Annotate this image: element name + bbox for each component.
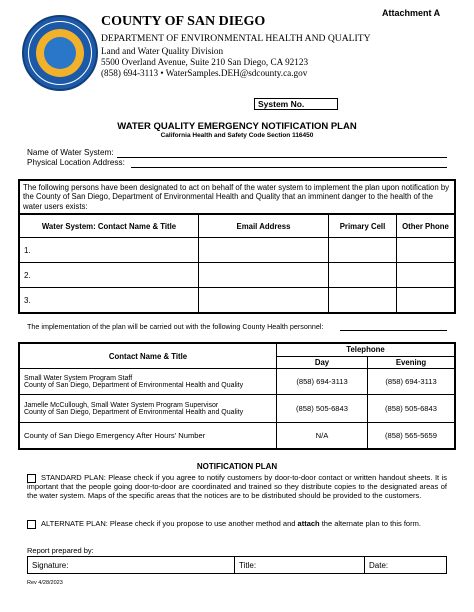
water-system-name-label: Name of Water System:: [27, 148, 114, 157]
physical-address-input[interactable]: [131, 167, 447, 168]
col-day: Day: [277, 356, 368, 369]
standard-plan-text: STANDARD PLAN: Please check if you agree to notify customers by door-to-door contact or written handout sheets. It is important that the people going door-to-door are coordinated and trained so they distribute copies to the designated areas of the water system. Maps of the specific areas that the notices are to be distributed should be provided to the customers.: [27, 473, 447, 501]
physical-address-label: Physical Location Address:: [27, 158, 125, 167]
county-personnel-intro: The implementation of the plan will be carried out with the following County Health personnel:: [27, 322, 324, 331]
day-phone: (858) 505-6843: [277, 395, 368, 423]
report-prepared-label: Report prepared by:: [27, 546, 94, 555]
designees-intro: The following persons have been designated to act on behalf of the water system to implement the plan upon notification by the County of San Diego, Department of Environmental Health and Quality that an imminent danger to the health of the water users exists:: [19, 180, 455, 214]
signature-row: [27, 556, 447, 574]
signature-input[interactable]: [76, 557, 232, 573]
form-subtitle: California Health and Safety Code Section 116450: [160, 132, 314, 139]
divider: [234, 556, 235, 574]
table-row: [19, 369, 455, 395]
signature-label: Signature:: [32, 561, 69, 570]
day-phone: (858) 694-3113: [277, 369, 368, 395]
division-name: Land and Water Quality Division: [101, 46, 224, 56]
personnel-org: County of San Diego, Department of Environmental Health and Quality: [24, 408, 244, 416]
attachment-label: Attachment A: [382, 8, 441, 18]
col-contact-name: Water System: Contact Name & Title: [19, 214, 199, 238]
alternate-plan-text: [27, 519, 447, 528]
table-row[interactable]: [19, 288, 455, 314]
alternate-plan-text-b: the alternate plan to this form.: [319, 519, 421, 528]
col-primary-cell: Primary Cell: [329, 214, 397, 238]
alternate-plan-text-a: ALTERNATE PLAN: Please check if you propose to use another method and: [41, 519, 298, 528]
date-input[interactable]: [392, 557, 446, 573]
col-evening: Evening: [368, 356, 456, 369]
designees-table: [18, 179, 456, 314]
county-personnel-table: [18, 342, 456, 450]
row-number: 1.: [19, 238, 199, 263]
title-input[interactable]: [264, 557, 362, 573]
county-name: COUNTY OF SAN DIEGO: [101, 14, 266, 29]
form-title: WATER QUALITY EMERGENCY NOTIFICATION PLAN: [117, 121, 357, 132]
col-email: Email Address: [199, 214, 329, 238]
department-contact: (858) 694-3113 • WaterSamples.DEH@sdcounty.ca.gov: [101, 68, 308, 78]
table-row: [19, 423, 455, 449]
seal-core: [44, 37, 76, 69]
evening-phone: (858) 565-5659: [368, 423, 456, 449]
col-telephone: Telephone: [277, 343, 456, 356]
county-seal: [22, 15, 98, 91]
personnel-org: County of San Diego, Department of Environmental Health and Quality: [24, 381, 244, 389]
revision-date: Rev 4/28/2023: [27, 580, 63, 586]
date-label: Date:: [369, 561, 389, 570]
divider: [364, 556, 365, 574]
personnel-name: County of San Diego Emergency After Hours' Number: [19, 423, 277, 449]
table-row[interactable]: [19, 238, 455, 263]
evening-phone: (858) 505-6843: [368, 395, 456, 423]
department-address: 5500 Overland Avenue, Suite 210 San Diego, CA 92123: [101, 57, 309, 67]
title-label: Title:: [239, 561, 257, 570]
personnel-name: Jamelle McCullough, Small Water System Program Supervisor: [24, 401, 219, 409]
row-number: 3.: [19, 288, 199, 314]
col-other-phone: Other Phone: [397, 214, 456, 238]
evening-phone: (858) 694-3113: [368, 369, 456, 395]
water-system-name-input[interactable]: [117, 157, 447, 158]
table-row[interactable]: [19, 263, 455, 288]
row-number: 2.: [19, 263, 199, 288]
table-row: [19, 395, 455, 423]
department-name: DEPARTMENT OF ENVIRONMENTAL HEALTH AND QUALITY: [101, 33, 371, 44]
system-number-field[interactable]: System No.: [254, 98, 338, 110]
notification-heading: NOTIFICATION PLAN: [196, 462, 278, 471]
county-personnel-input[interactable]: [340, 330, 447, 331]
col-county-contact: Contact Name & Title: [19, 343, 277, 369]
alternate-plan-attach: attach: [297, 519, 320, 528]
day-phone: N/A: [277, 423, 368, 449]
personnel-name: Small Water System Program Staff: [24, 374, 133, 382]
